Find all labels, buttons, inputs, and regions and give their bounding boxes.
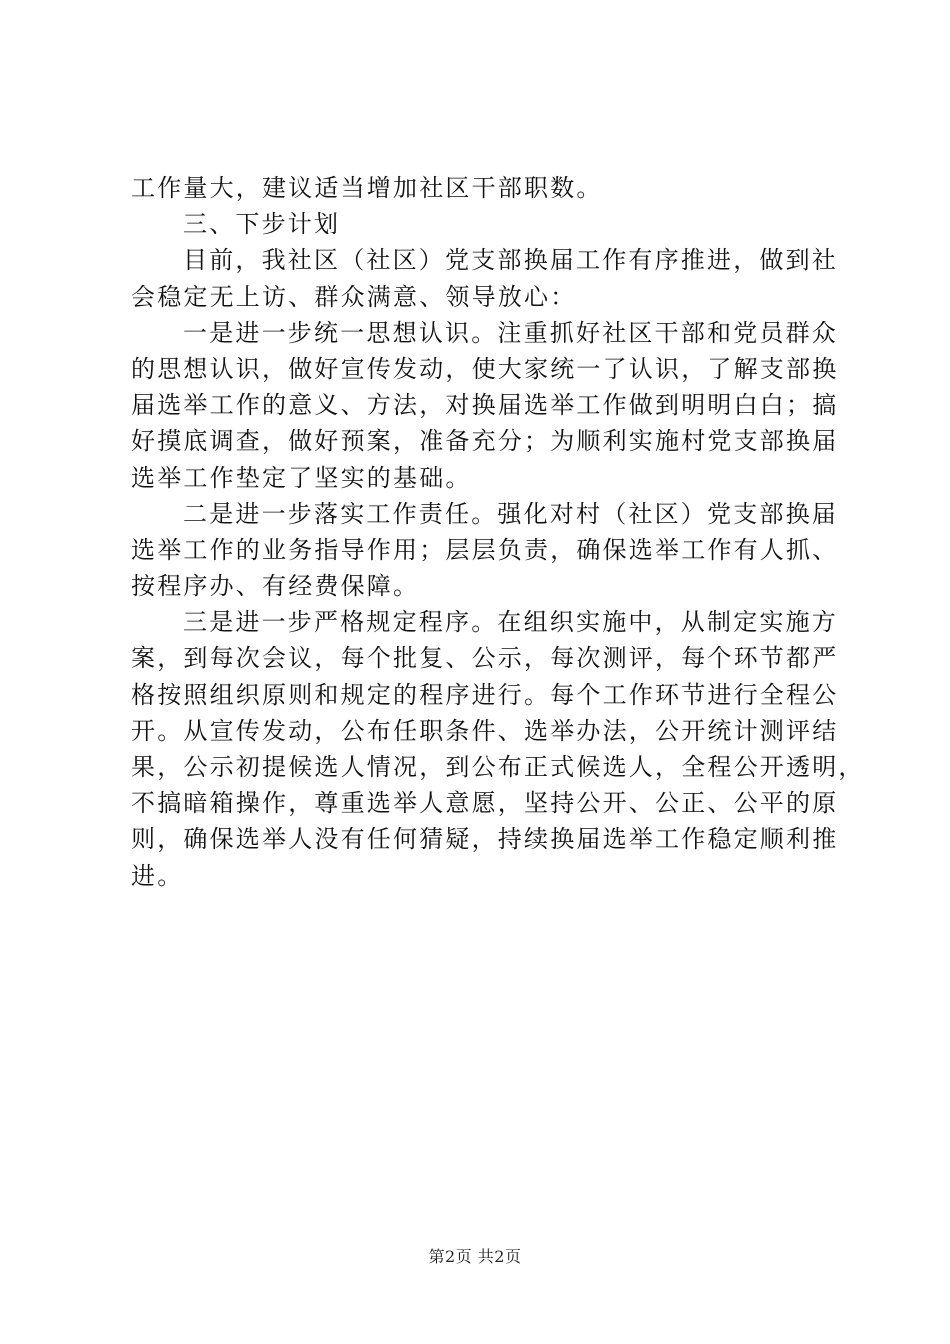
text-line: 案，到每次会议，每个批复、公示，每次测评，每个环节都严: [131, 644, 839, 673]
text-line: 选举工作垫定了坚实的基础。: [131, 463, 472, 492]
text-line: 按程序办、有经费保障。: [131, 572, 420, 601]
text-line: 果，公示初提候选人情况，到公布正式候选人，全程公开透明，: [131, 753, 865, 781]
text-line: 会稳定无上访、群众满意、领导放心：: [131, 282, 577, 311]
text-line: 三是进一步严格规定程序。在组织实施中，从制定实施方: [183, 608, 838, 637]
text-line: 选举工作的业务指导作用；层层负责，确保选举工作有人抓、: [131, 535, 839, 564]
text-line: 格按照组织原则和规定的程序进行。每个工作环节进行全程公: [131, 680, 839, 709]
text-line: 目前，我社区（社区）党支部换届工作有序推进，做到社: [183, 246, 838, 275]
page-number-footer: 第2页 共2页: [428, 1247, 522, 1266]
text-line: 则，确保选举人没有任何猜疑，持续换届选举工作稳定顺利推: [131, 825, 839, 854]
text-line: 一是进一步统一思想认识。注重抓好社区干部和党员群众: [183, 318, 838, 347]
text-line: 届选举工作的意义、方法，对换届选举工作做到明明白白；搞: [131, 391, 839, 420]
text-line: 二是进一步落实工作责任。强化对村（社区）党支部换届: [183, 499, 838, 528]
text-line: 不搞暗箱操作，尊重选举人意愿，坚持公开、公正、公平的原: [131, 789, 839, 818]
document-body: [131, 170, 865, 894]
text-line: 好摸底调查，做好预案，准备充分；为顺利实施村党支部换届: [131, 427, 839, 456]
section-heading: 三、下步计划: [183, 210, 341, 239]
text-line: 开。从宣传发动，公布任职条件、选举办法，公开统计测评结: [131, 716, 839, 745]
text-line: 工作量大，建议适当增加社区干部职数。: [131, 174, 603, 202]
text-line: 的思想认识，做好宣传发动，使大家统一了认识，了解支部换: [131, 354, 839, 383]
text-line: 进。: [131, 861, 184, 890]
